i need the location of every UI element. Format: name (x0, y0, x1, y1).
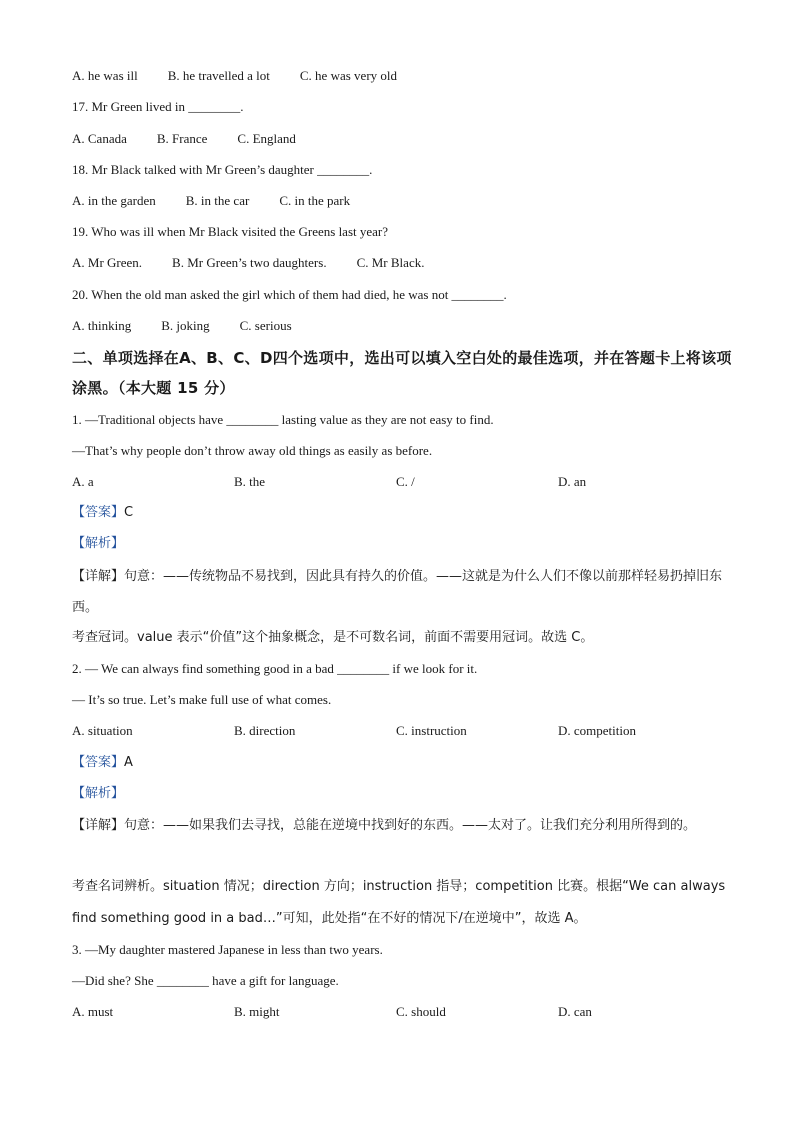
answer-label: 【答案】 (72, 505, 125, 520)
item1-detail (72, 561, 734, 623)
detail-text: 句意：——传统物品不易找到，因此具有持久的价值。——这就是为什么人们不像以前那样轻易扔掉旧东西。 (72, 569, 723, 615)
option-c: C. in the park (279, 193, 351, 208)
q16-options (72, 67, 734, 85)
item2-note-b: find something good in a bad…”可知，此处指“在不好的情况下/在逆境中”，故选 A。 (72, 911, 587, 926)
item1-analysis (72, 535, 734, 553)
item2-note-a: 考查名词辨析。situation 情况；direction 方向；instruction 指导；competition 比赛。根据“We can always (72, 879, 726, 894)
option-a: A. in the garden (72, 193, 156, 208)
option-a: A. a (72, 474, 94, 489)
item1-answer (72, 504, 734, 522)
q20-options (72, 317, 734, 335)
option-a: A. he was ill (72, 68, 138, 83)
detail-label: 【详解】 (72, 569, 125, 584)
item2-options (72, 722, 734, 740)
option-b: B. direction (234, 723, 296, 738)
detail-text: 句意：——如果我们去寻找，总能在逆境中找到好的东西。——太对了。让我们充分利用所得到的。 (124, 818, 697, 833)
q20-stem: 20. When the old man asked the girl which of them had died, he was not ________. (72, 287, 507, 302)
option-c: C. should (396, 1004, 446, 1019)
answer-value: C (124, 505, 134, 520)
item2-analysis (72, 785, 734, 803)
item3-line1: 3. —My daughter mastered Japanese in less than two years. (72, 942, 383, 957)
option-b: B. France (156, 131, 208, 146)
q19-options (72, 254, 734, 272)
option-a: A. Canada (72, 131, 127, 146)
item1-line1: 1. —Traditional objects have ________ lasting value as they are not easy to find. (72, 412, 494, 427)
item1-note: 考查冠词。value 表示“价值”这个抽象概念，是不可数名词，前面不需要用冠词。故选 C。 (72, 630, 594, 645)
option-b: B. he travelled a lot (167, 68, 270, 83)
item1-options (72, 473, 734, 491)
item2-answer (72, 754, 734, 772)
option-a: A. Mr Green. (72, 255, 143, 270)
q18-stem: 18. Mr Black talked with Mr Green’s daughter ________. (72, 162, 373, 177)
q19-stem: 19. Who was ill when Mr Black visited the Greens last year? (72, 224, 389, 239)
option-d: D. competition (558, 723, 636, 738)
q18-options (72, 192, 734, 210)
option-c: C. serious (239, 318, 292, 333)
item2-detail (72, 810, 734, 841)
option-a: A. situation (72, 723, 133, 738)
option-c: C. / (396, 474, 415, 489)
section-2-title: 二、单项选择在A、B、C、D四个选项中，选出可以填入空白处的最佳选项，并在答题卡上将该项涂黑。（本大题 15 分） (72, 349, 732, 397)
item3-line2: —Did she? She ________ have a gift for language. (72, 973, 339, 988)
option-c: C. Mr Black. (356, 255, 425, 270)
option-c: C. England (237, 131, 296, 146)
item3-options (72, 1003, 734, 1021)
option-b: B. the (234, 474, 266, 489)
analysis-label: 【解析】 (72, 536, 125, 551)
option-c: C. he was very old (299, 68, 398, 83)
answer-value: A (124, 755, 133, 770)
option-b: B. joking (161, 318, 210, 333)
option-d: D. an (558, 474, 587, 489)
answer-label: 【答案】 (72, 755, 125, 770)
option-a: A. thinking (72, 318, 132, 333)
detail-label: 【详解】 (72, 818, 125, 833)
option-c: C. instruction (396, 723, 467, 738)
item1-line2: —That’s why people don’t throw away old things as easily as before. (72, 443, 433, 458)
item2-line1: 2. — We can always find something good in a bad ________ if we look for it. (72, 661, 478, 676)
item2-line2: — It’s so true. Let’s make full use of what comes. (72, 692, 332, 707)
option-b: B. might (234, 1004, 280, 1019)
option-b: B. Mr Green’s two daughters. (172, 255, 327, 270)
option-d: D. can (558, 1004, 592, 1019)
option-b: B. in the car (185, 193, 250, 208)
analysis-label: 【解析】 (72, 786, 125, 801)
q17-stem: 17. Mr Green lived in ________. (72, 99, 244, 114)
q17-options (72, 130, 734, 148)
option-a: A. must (72, 1004, 114, 1019)
